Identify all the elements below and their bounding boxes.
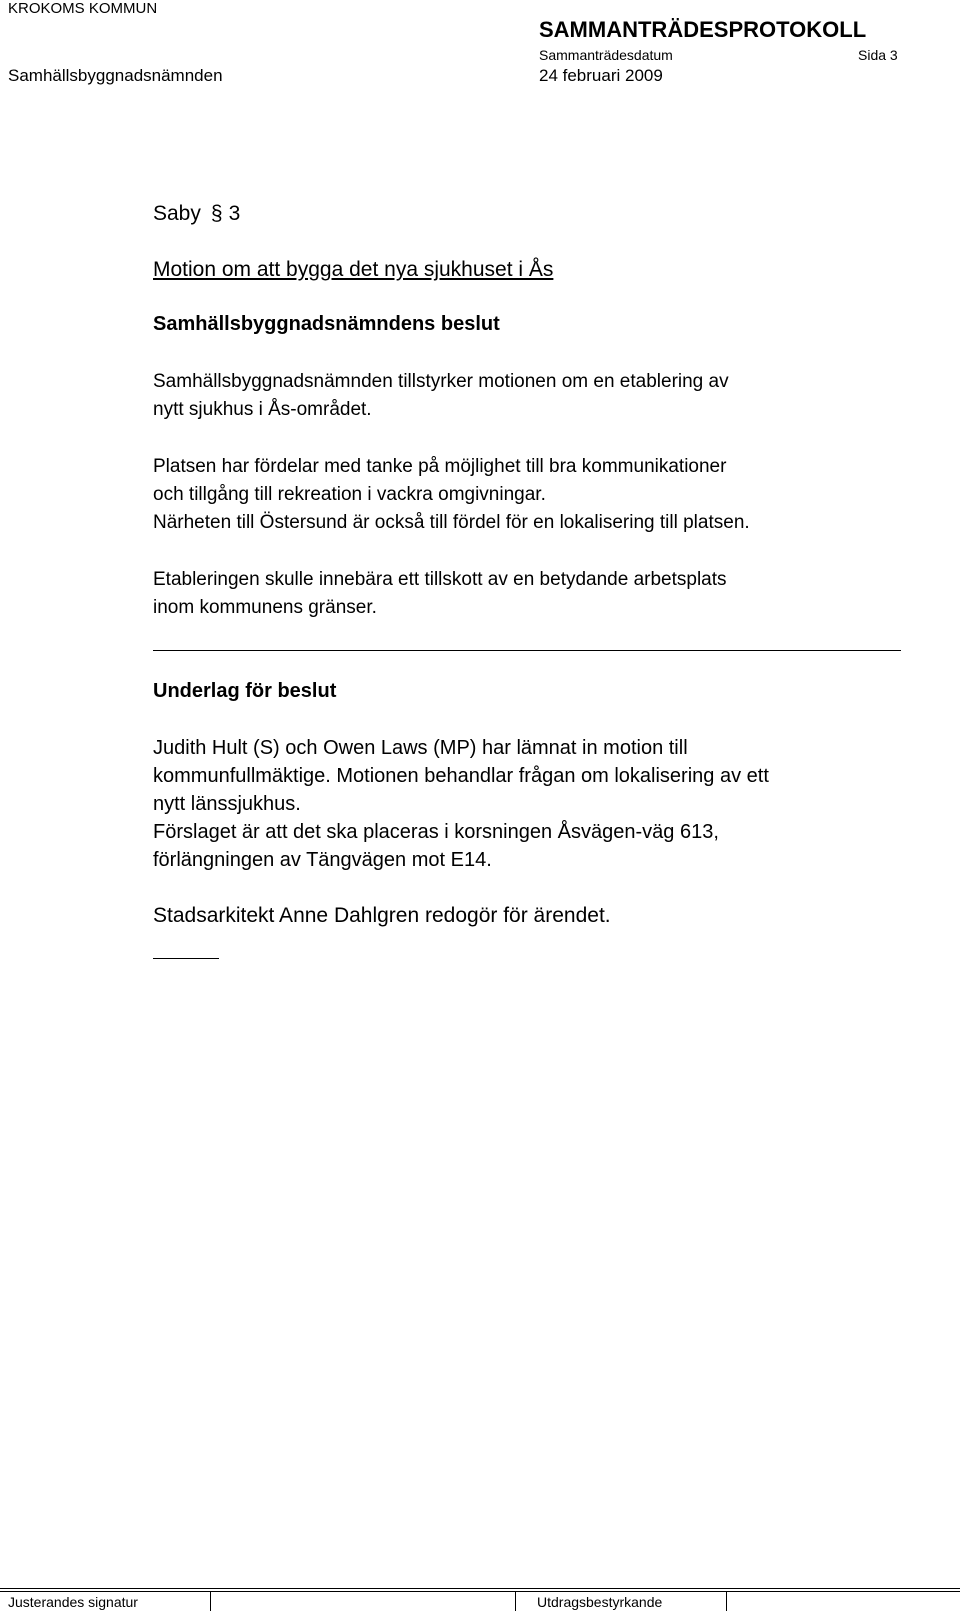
motion-title: Motion om att bygga det nya sjukhuset i Ås [153,258,554,281]
organization-name: KROKOMS KOMMUN [8,0,158,17]
text-line: inom kommunens gränser. [153,597,377,618]
text-line: förlängningen av Tängvägen mot E14. [153,849,492,871]
decision-paragraph-2 [153,453,750,537]
meeting-date: 24 februari 2009 [539,66,663,85]
meeting-date-label: Sammanträdesdatum [539,47,673,63]
divider-line [153,650,901,651]
text-line: Judith Hult (S) och Owen Laws (MP) har lämnat in motion till [153,737,688,759]
section-name: Saby [153,202,201,225]
text-line: kommunfullmäktige. Motionen behandlar frågan om lokalisering av ett [153,765,769,787]
text-line: Närheten till Östersund är också till fördel för en lokalisering till platsen. [153,512,750,533]
paragraph-symbol: § [210,202,223,225]
text-line: Platsen har fördelar med tanke på möjlighet till bra kommunikationer [153,456,727,477]
text-line: Samhällsbyggnadsnämnden tillstyrker motionen om en etablering av [153,371,729,392]
committee-name: Samhällsbyggnadsnämnden [8,66,223,85]
text-line: och tillgång till rekreation i vackra omgivningar. [153,484,546,505]
text-line: Etableringen skulle innebära ett tillskott av en betydande arbetsplats [153,569,727,590]
section-number: 3 [228,202,241,225]
signature-label: Justerandes signatur [8,1594,138,1610]
presentation-note: Stadsarkitekt Anne Dahlgren redogör för ärendet. [153,904,611,927]
extract-certification-label: Utdragsbestyrkande [537,1594,663,1610]
basis-paragraph [153,734,769,874]
basis-heading: Underlag för beslut [153,680,337,702]
text-line: nytt sjukhus i Ås-området. [153,399,372,420]
footer-rule [0,1588,960,1589]
page-number: Sida 3 [858,47,898,63]
document-title: SAMMANTRÄDESPROTOKOLL [539,17,867,42]
decision-paragraph-3 [153,566,727,622]
text-line: Förslaget är att det ska placeras i korsningen Åsvägen-väg 613, [153,821,719,843]
decision-heading: Samhällsbyggnadsnämndens beslut [153,313,500,335]
section-title [153,202,240,226]
end-divider-line [153,958,219,959]
text-line: nytt länssjukhus. [153,793,301,815]
decision-paragraph-1 [153,368,729,424]
